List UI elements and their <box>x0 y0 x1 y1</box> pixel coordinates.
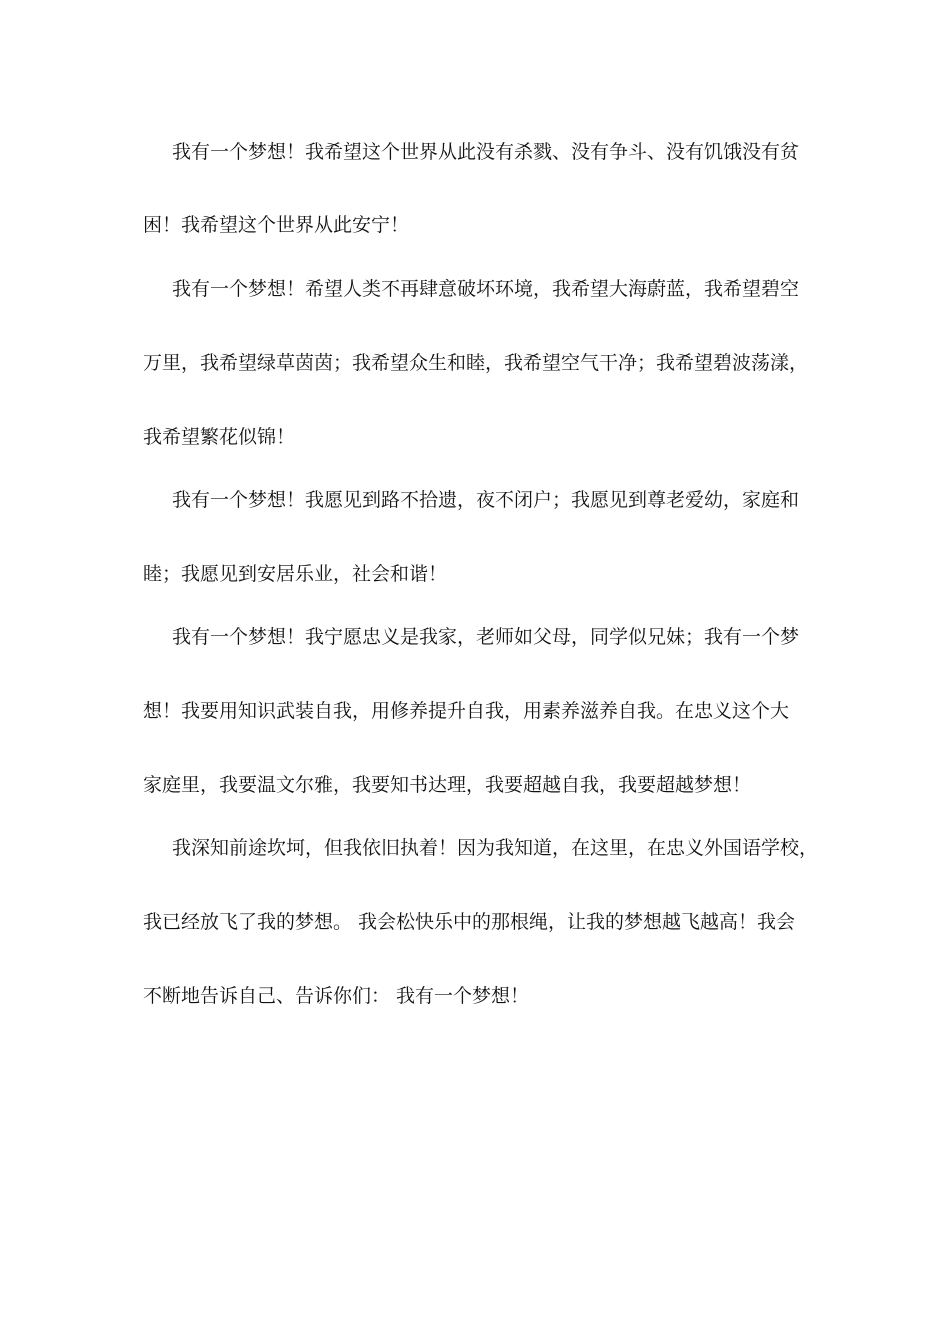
paragraph-5-line-3: 不断地告诉自己、告诉你们： 我有一个梦想！ <box>143 985 530 1007</box>
paragraph-3-line-2: 睦；我愿见到安居乐业，社会和谐！ <box>143 563 448 585</box>
paragraph-4-line-1: 我有一个梦想！我宁愿忠义是我家，老师如父母，同学似兄妹；我有一个梦 <box>172 626 800 648</box>
paragraph-4-line-2: 想！我要用知识武装自我，用修养提升自我，用素养滋养自我。在忠义这个大 <box>143 700 790 722</box>
paragraph-4-line-3: 家庭里，我要温文尔雅，我要知书达理，我要超越自我，我要超越梦想！ <box>143 774 752 796</box>
paragraph-2-line-1: 我有一个梦想！希望人类不再肆意破坏环境，我希望大海蔚蓝，我希望碧空 <box>172 278 800 300</box>
paragraph-2-line-3: 我希望繁花似锦！ <box>143 426 296 448</box>
paragraph-5-line-2: 我已经放飞了我的梦想。 我会松快乐中的那根绳，让我的梦想越飞越高！我会 <box>143 911 796 933</box>
paragraph-5-line-1: 我深知前途坎坷，但我依旧执着！因为我知道，在这里，在忠义外国语学校， <box>172 837 819 859</box>
paragraph-2-line-2: 万里，我希望绿草茵茵；我希望众生和睦，我希望空气干净；我希望碧波荡漾， <box>143 352 809 374</box>
paragraph-1-line-2: 困！我希望这个世界从此安宁！ <box>143 214 410 236</box>
paragraph-1-line-1: 我有一个梦想！我希望这个世界从此没有杀戮、没有争斗、没有饥饿没有贫 <box>172 141 800 163</box>
paragraph-3-line-1: 我有一个梦想！我愿见到路不拾遗，夜不闭户；我愿见到尊老爱幼，家庭和 <box>172 489 800 511</box>
